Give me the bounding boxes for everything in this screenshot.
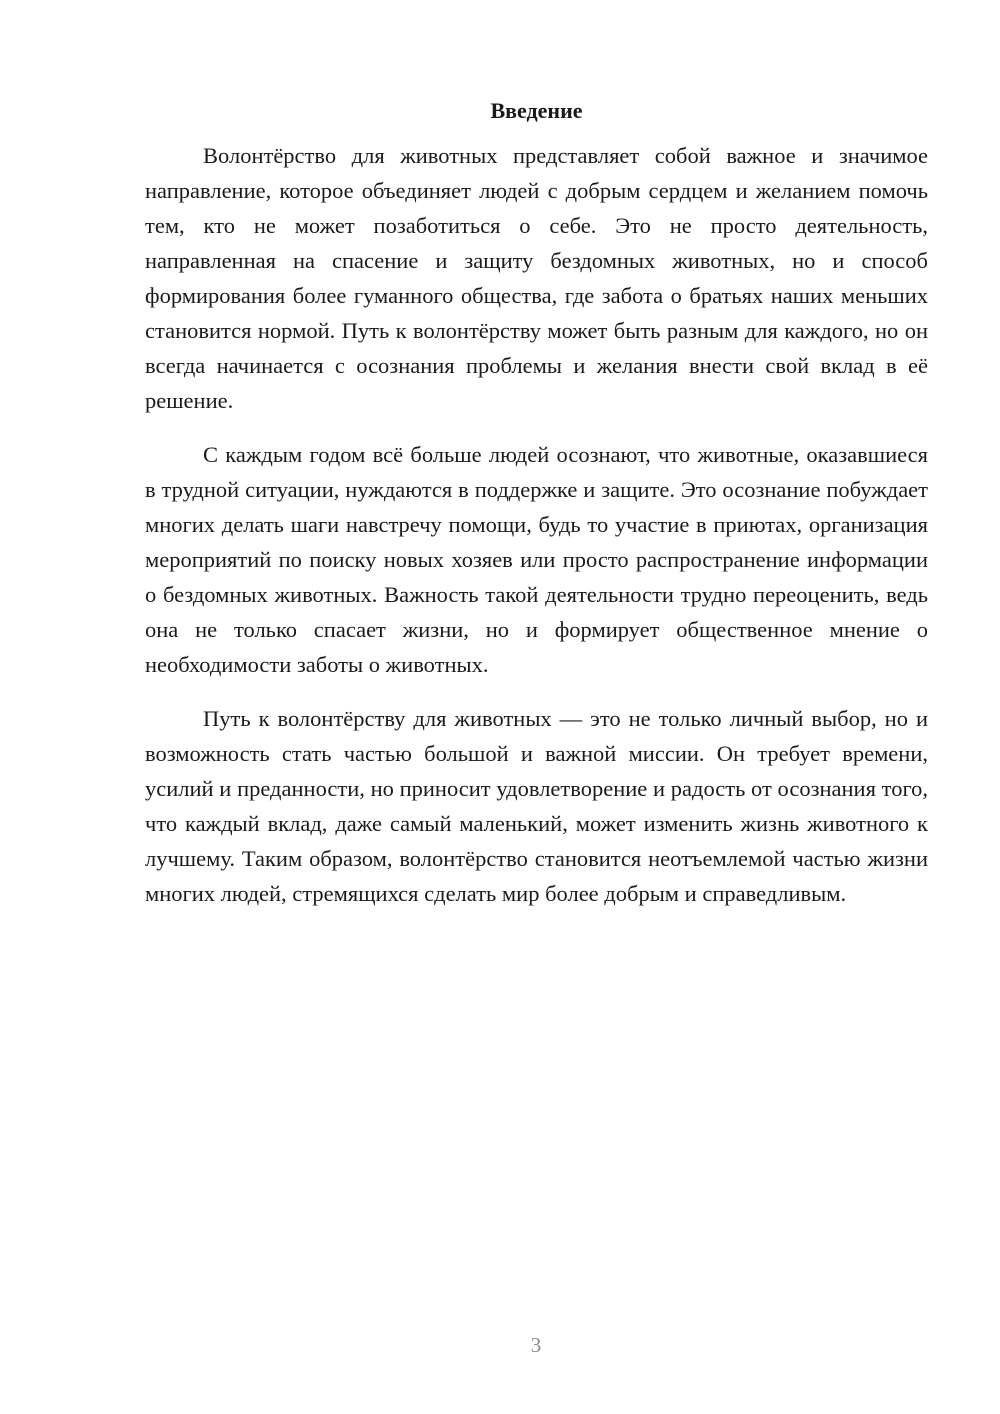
paragraph-2: С каждым годом всё больше людей осознают, что животные, оказавшиеся в трудной ситуации, нуждаются в поддержке и защите. Это осознание побуждает многих делать шаги навстречу помощи, будь то участие в приютах, организация мероприятий по поиску новых хозяев или просто распространение информации о бездомных животных. Важность такой деятельности трудно переоценить, ведь она не только спасает жизни, но и формирует общественное мнение о необходимости заботы о животных.	[145, 442, 928, 677]
page-number: 3	[530, 1333, 542, 1357]
section-heading: Введение	[490, 98, 583, 123]
document-body	[145, 96, 928, 930]
paragraph-3: Путь к волонтёрству для животных — это не только личный выбор, но и возможность стать частью большой и важной миссии. Он требует времени, усилий и преданности, но приносит удовлетворение и радость от осознания того, что каждый вклад, даже самый маленький, может изменить жизнь животного к лучшему. Таким образом, волонтёрство становится неотъемлемой частью жизни многих людей, стремящихся сделать мир более добрым и справедливым.	[145, 706, 928, 906]
paragraph-1: Волонтёрство для животных представляет собой важное и значимое направление, которое объединяет людей с добрым сердцем и желанием помочь тем, кто не может позаботиться о себе. Это не просто деятельность, направленная на спасение и защиту бездомных животных, но и способ формирования более гуманного общества, где забота о братьях наших меньших становится нормой. Путь к волонтёрству может быть разным для каждого, но он всегда начинается с осознания проблемы и желания внести свой вклад в её решение.	[145, 143, 928, 413]
